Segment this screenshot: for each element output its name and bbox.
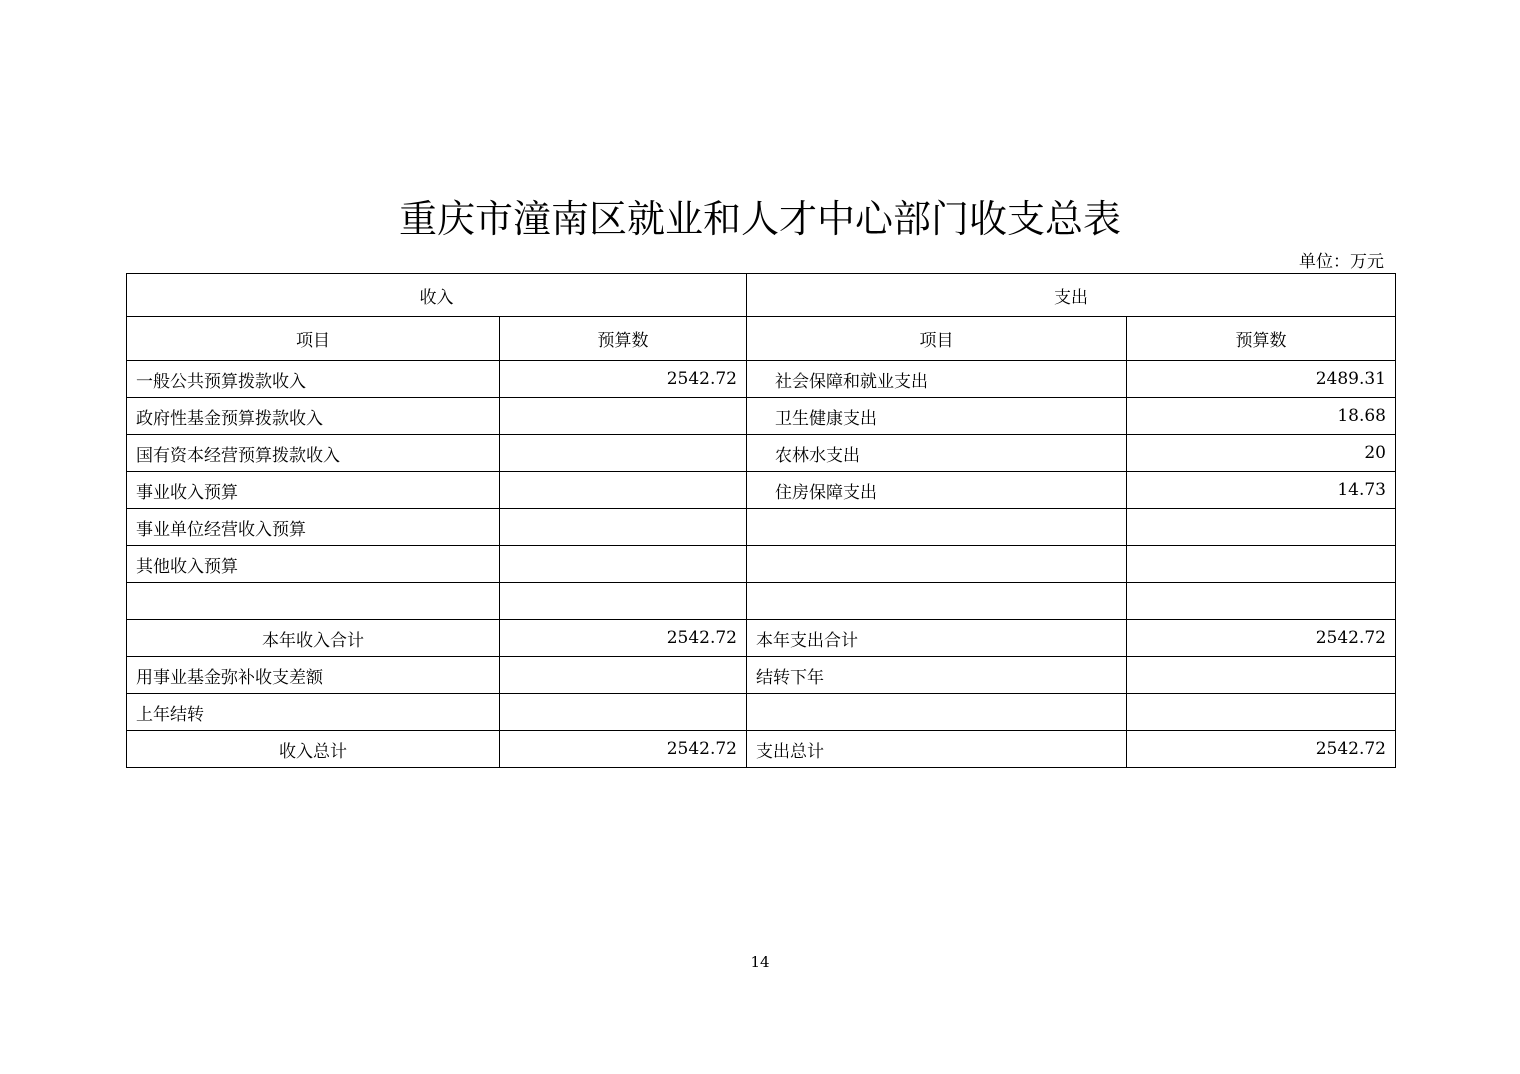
income-value bbox=[500, 546, 747, 583]
expense-grand-total-value: 2542.72 bbox=[1127, 731, 1396, 768]
income-annual-total-value: 2542.72 bbox=[500, 620, 747, 657]
income-grand-total-label: 收入总计 bbox=[127, 731, 500, 768]
expense-item-header: 项目 bbox=[747, 317, 1127, 361]
expense-item bbox=[747, 509, 1127, 546]
expense-annual-total-label: 本年支出合计 bbox=[747, 620, 1127, 657]
expense-item bbox=[747, 583, 1127, 620]
income-item bbox=[127, 583, 500, 620]
expense-value bbox=[1127, 509, 1396, 546]
expense-item: 住房保障支出 bbox=[747, 472, 1127, 509]
page-number: 14 bbox=[750, 953, 770, 971]
income-grand-total-value: 2542.72 bbox=[500, 731, 747, 768]
expense-item: 结转下年 bbox=[747, 657, 1127, 694]
income-value bbox=[500, 657, 747, 694]
expense-value bbox=[1127, 694, 1396, 731]
expense-value: 18.68 bbox=[1127, 398, 1396, 435]
summary-row-grand-total bbox=[127, 731, 1396, 768]
income-header: 收入 bbox=[127, 274, 747, 317]
table-row bbox=[127, 546, 1396, 583]
summary-row bbox=[127, 657, 1396, 694]
income-value bbox=[500, 583, 747, 620]
expense-value: 2489.31 bbox=[1127, 361, 1396, 398]
expense-budget-header: 预算数 bbox=[1127, 317, 1396, 361]
table-row bbox=[127, 472, 1396, 509]
expense-item: 农林水支出 bbox=[747, 435, 1127, 472]
income-value bbox=[500, 509, 747, 546]
income-value bbox=[500, 472, 747, 509]
income-annual-total-label: 本年收入合计 bbox=[127, 620, 500, 657]
budget-table bbox=[126, 273, 1396, 768]
income-item: 国有资本经营预算拨款收入 bbox=[127, 435, 500, 472]
table-row bbox=[127, 509, 1396, 546]
expense-item bbox=[747, 546, 1127, 583]
income-item: 其他收入预算 bbox=[127, 546, 500, 583]
expense-value bbox=[1127, 657, 1396, 694]
income-item: 用事业基金弥补收支差额 bbox=[127, 657, 500, 694]
income-value bbox=[500, 398, 747, 435]
expense-item: 卫生健康支出 bbox=[747, 398, 1127, 435]
page-title: 重庆市潼南区就业和人才中心部门收支总表 bbox=[398, 197, 1121, 241]
table-row bbox=[127, 435, 1396, 472]
income-value: 2542.72 bbox=[500, 361, 747, 398]
expense-item bbox=[747, 694, 1127, 731]
header-row-sections bbox=[127, 274, 1396, 317]
expense-annual-total-value: 2542.72 bbox=[1127, 620, 1396, 657]
income-item: 一般公共预算拨款收入 bbox=[127, 361, 500, 398]
expense-item: 社会保障和就业支出 bbox=[747, 361, 1127, 398]
expense-value: 20 bbox=[1127, 435, 1396, 472]
income-item: 上年结转 bbox=[127, 694, 500, 731]
header-row-columns bbox=[127, 317, 1396, 361]
income-value bbox=[500, 435, 747, 472]
table-row bbox=[127, 583, 1396, 620]
income-item: 事业收入预算 bbox=[127, 472, 500, 509]
income-budget-header: 预算数 bbox=[500, 317, 747, 361]
summary-row bbox=[127, 694, 1396, 731]
expense-value: 14.73 bbox=[1127, 472, 1396, 509]
income-item: 事业单位经营收入预算 bbox=[127, 509, 500, 546]
expense-grand-total-label: 支出总计 bbox=[747, 731, 1127, 768]
unit-label: 单位：万元 bbox=[1299, 252, 1384, 272]
expense-value bbox=[1127, 583, 1396, 620]
summary-row-annual-total bbox=[127, 620, 1396, 657]
income-value bbox=[500, 694, 747, 731]
table-row bbox=[127, 361, 1396, 398]
expense-header: 支出 bbox=[747, 274, 1396, 317]
expense-value bbox=[1127, 546, 1396, 583]
income-item-header: 项目 bbox=[127, 317, 500, 361]
income-item: 政府性基金预算拨款收入 bbox=[127, 398, 500, 435]
table-row bbox=[127, 398, 1396, 435]
